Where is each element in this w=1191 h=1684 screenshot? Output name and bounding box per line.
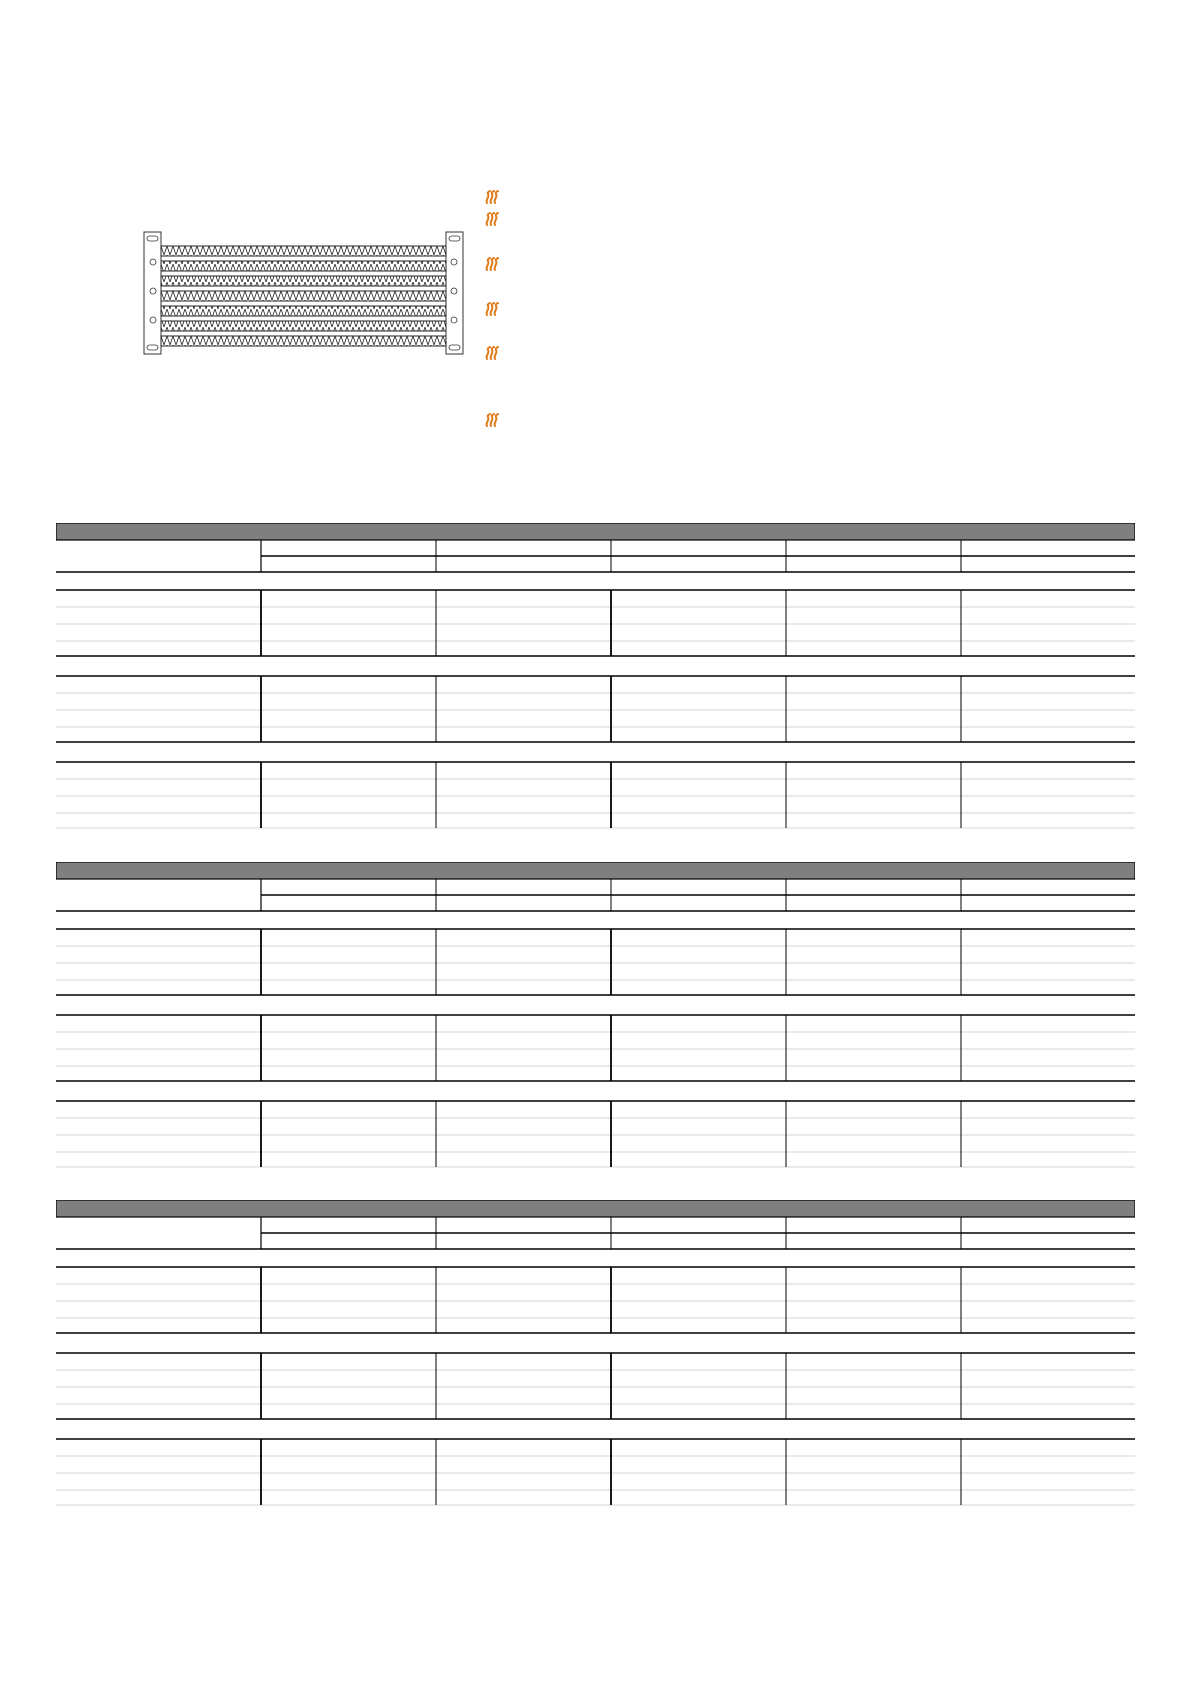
finned-tube-heater-illustration bbox=[143, 228, 468, 358]
finned-tube bbox=[161, 306, 446, 316]
finned-tube bbox=[161, 291, 446, 301]
table-title-bar bbox=[56, 523, 1135, 540]
heat-waves-icon bbox=[484, 212, 500, 226]
spec-table-1 bbox=[56, 523, 1135, 838]
heat-waves-icon bbox=[484, 346, 500, 360]
finned-tube bbox=[161, 336, 446, 346]
table-title-bar bbox=[56, 1200, 1135, 1217]
finned-tube bbox=[161, 276, 446, 286]
spec-table-2 bbox=[56, 862, 1135, 1177]
heat-waves-icon bbox=[484, 413, 500, 427]
finned-tube bbox=[161, 261, 446, 271]
heat-waves-icon bbox=[484, 190, 500, 204]
finned-tube bbox=[161, 246, 446, 256]
heat-waves-icon bbox=[484, 302, 500, 316]
finned-tube bbox=[161, 321, 446, 331]
heat-waves-icon bbox=[484, 257, 500, 271]
spec-table-3 bbox=[56, 1200, 1135, 1515]
feature-bullet-list bbox=[484, 0, 1084, 440]
table-title-bar bbox=[56, 862, 1135, 879]
